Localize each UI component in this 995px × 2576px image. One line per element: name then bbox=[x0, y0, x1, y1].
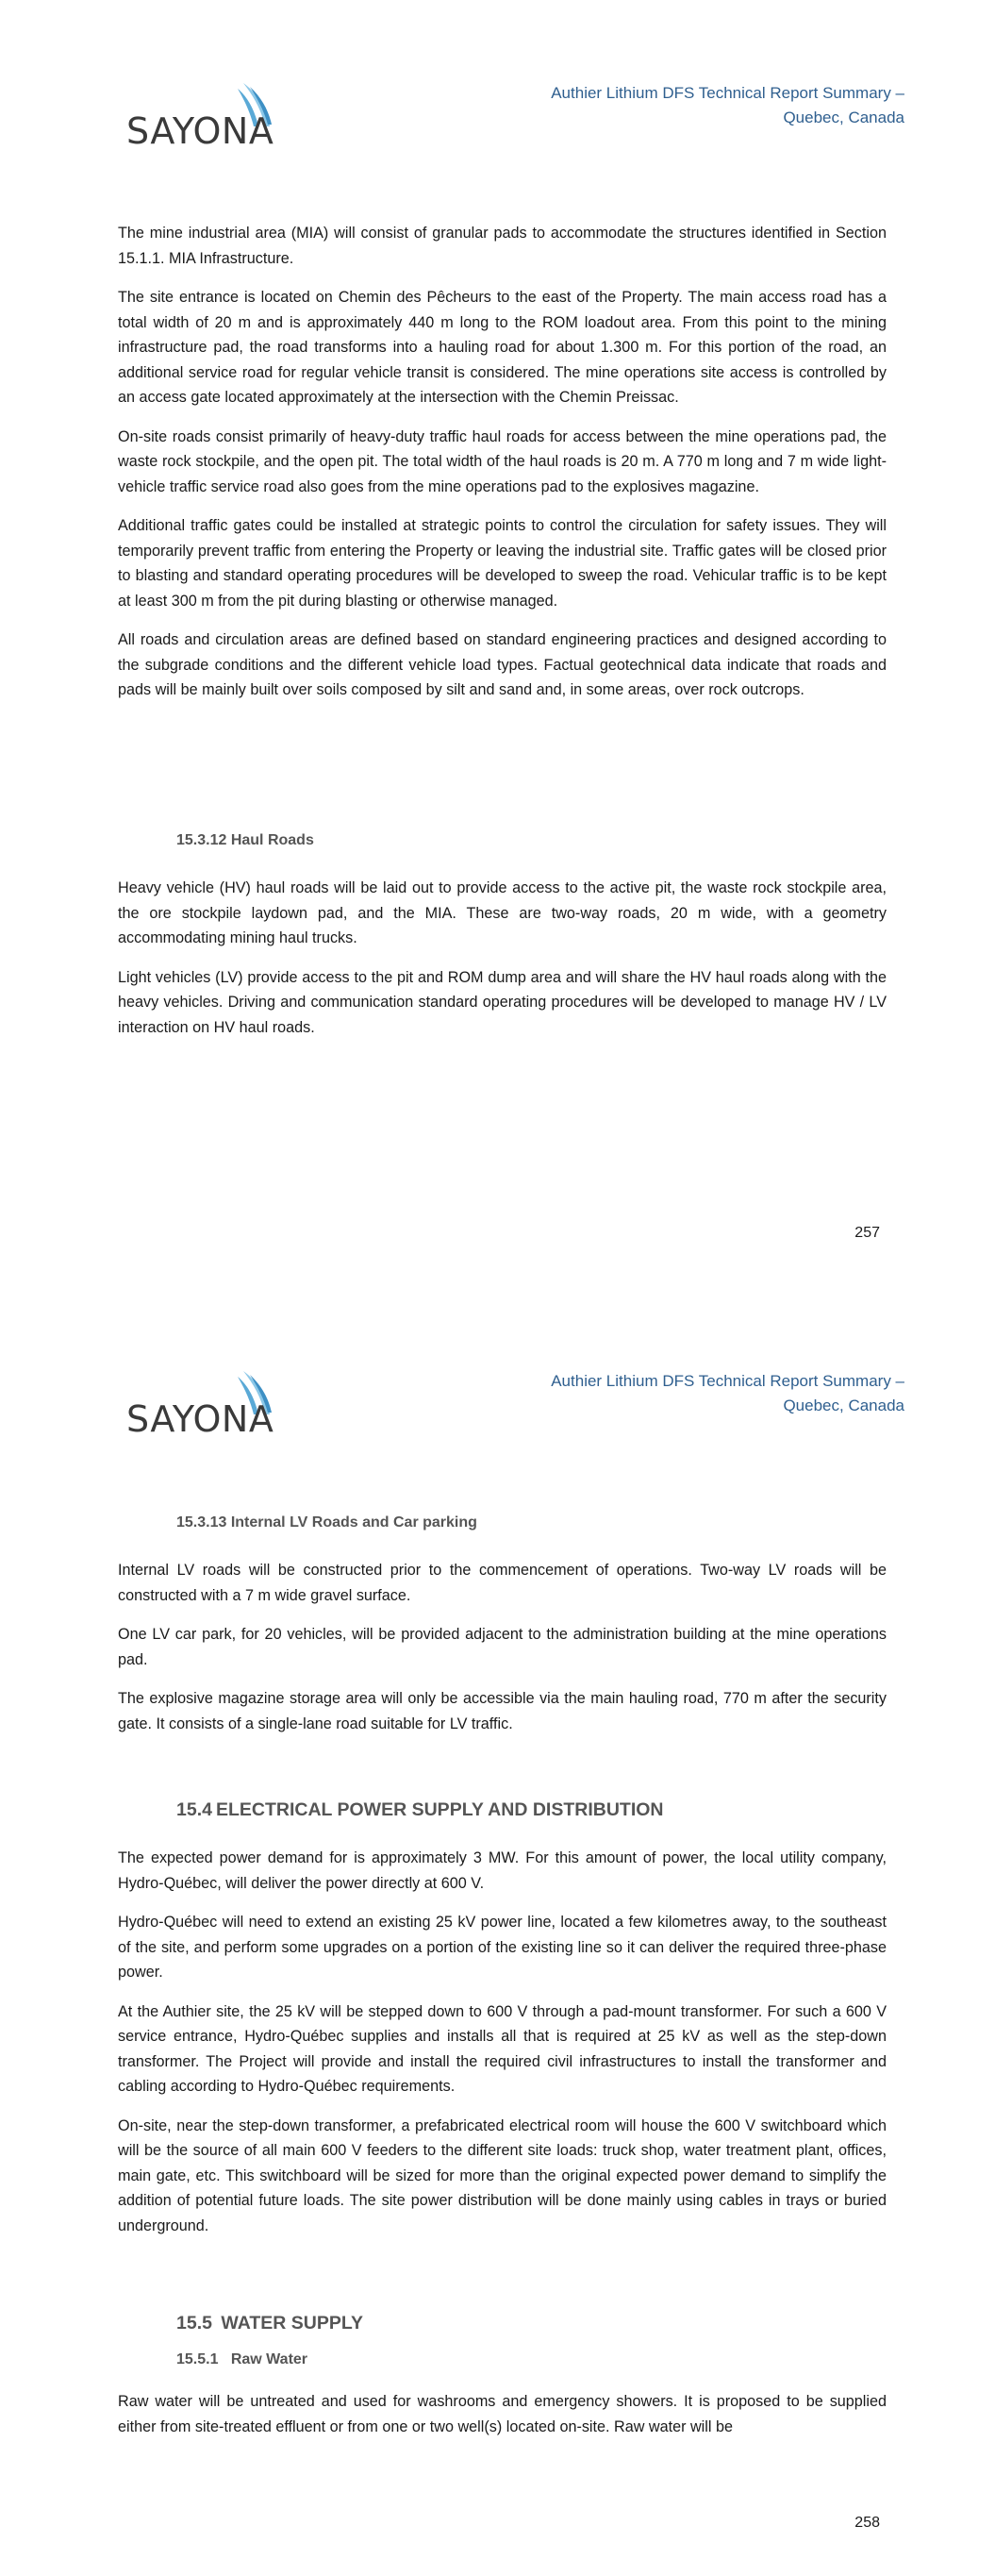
header-title-line1: Authier Lithium DFS Technical Report Summary – bbox=[551, 84, 904, 102]
section-heading-electrical-power bbox=[176, 1799, 887, 1821]
section-number: 15.4 bbox=[176, 1799, 212, 1820]
page-number: 257 bbox=[854, 1225, 880, 1241]
paragraph: Additional traffic gates could be installed at strategic points to control the circulation for safety issues. They will temporarily prevent traffic from entering the Property or leaving the industrial site. Traffic gates will be closed prior to blasting and standard operating procedures will be developed to sweep the road. Vehicular traffic is to be kept at least 300 m from the pit during blasting or otherwise managed. bbox=[118, 517, 887, 610]
paragraph: Hydro-Québec will need to extend an existing 25 kV power line, located a few kilometres away, to the southeast of the site, and perform some upgrades on a portion of the existing line so it can deliver the required three-phase power. bbox=[118, 1914, 887, 1981]
section-heading-haul-roads: 15.3.12 Haul Roads bbox=[176, 832, 314, 848]
paragraph: At the Authier site, the 25 kV will be stepped down to 600 V through a pad-mount transformer. For such a 600 V service entrance, Hydro-Québec supplies and installs all that is required at 25 kV as well as the step-down transformer. The Project will provide and install the required civil infrastructures to install the transformer and cabling according to Hydro-Québec requirements. bbox=[118, 2002, 887, 2095]
paragraph: The expected power demand for is approximately 3 MW. For this amount of power, the local utility company, Hydro-Québec, will deliver the power directly at 600 V. bbox=[118, 1849, 887, 1892]
section-internal-lv-roads bbox=[118, 1514, 887, 1750]
report-header-title bbox=[489, 81, 904, 130]
document-page-258 bbox=[0, 1288, 995, 2576]
paragraph: On-site, near the step-down transformer, a prefabricated electrical room will house the 600 V switchboard which will be the source of all main 600 V feeders to the different site loads: truck shop, water treatment plant, offices, main gate, etc. This switchboard will be sized for more than the original expected power demand to simplify the addition of potential future loads. The site power distribution will be done mainly using cables in trays or buried underground. bbox=[118, 2116, 887, 2234]
paragraph: On-site roads consist primarily of heavy-duty traffic haul roads for access between the mine operations pad, the waste rock stockpile, and the open pit. The total width of the haul roads is 20 m. A 770 m long and 7 m wide light-vehicle traffic service road also goes from the mine operations pad to the explosives magazine. bbox=[118, 427, 887, 495]
svg-text:SAYONA: SAYONA bbox=[126, 110, 274, 152]
section-heading-water-supply bbox=[176, 2313, 887, 2334]
section-number: 15.5 bbox=[176, 2313, 212, 2333]
section-electrical-power bbox=[118, 1799, 887, 2252]
paragraph: One LV car park, for 20 vehicles, will be provided adjacent to the administration building at the mine operations pad. bbox=[118, 1626, 887, 1668]
paragraph: Raw water will be untreated and used for washrooms and emergency showers. It is proposed to be supplied either from site-treated effluent or from one or two well(s) located on-site. Raw water will be bbox=[118, 2393, 887, 2435]
sayona-logo bbox=[124, 77, 294, 153]
paragraph: All roads and circulation areas are defined based on standard engineering practices and designed according to the subgrade conditions and the different vehicle load types. Factual geotechnical data indicate that roads and pads will be mainly built over soils composed by silt and sand and, in some areas, over rock outcrops. bbox=[118, 631, 887, 698]
paragraph: Light vehicles (LV) provide access to the pit and ROM dump area and will share the HV haul roads along with the heavy vehicles. Driving and communication standard operating procedures will be developed to manage HV / LV interaction on HV haul roads. bbox=[118, 968, 887, 1036]
paragraph: The mine industrial area (MIA) will consist of granular pads to accommodate the structures identified in Section 15.1.1. MIA Infrastructure. bbox=[118, 225, 887, 267]
paragraph: Heavy vehicle (HV) haul roads will be laid out to provide access to the active pit, the waste rock stockpile area, the ore stockpile laydown pad, and the MIA. These are two-way roads, 20 m wide, with a geometry accommodating mining haul trucks. bbox=[118, 879, 887, 946]
page-number: 258 bbox=[854, 2515, 880, 2531]
sayona-logo bbox=[124, 1365, 294, 1441]
paragraph: The site entrance is located on Chemin des Pêcheurs to the east of the Property. The main access road has a total width of 20 m and is approximately 440 m long to the ROM loadout area. From this point to the mining infrastructure pad, the road transforms into a hauling road for about 1.300 m. For this portion of the road, an additional service road for regular vehicle transit is considered. The mine operations site access is controlled by an access gate located approximately at the intersection with the Chemin Preissac. bbox=[118, 289, 887, 406]
header-title-line2: Quebec, Canada bbox=[783, 109, 904, 126]
sayona-logo-graphic bbox=[124, 1365, 294, 1441]
header-title-line2: Quebec, Canada bbox=[783, 1397, 904, 1414]
section-water-supply bbox=[118, 2313, 887, 2453]
paragraph: Internal LV roads will be constructed prior to the commencement of operations. Two-way LV roads will be constructed with a 7 m wide gravel surface. bbox=[118, 1562, 887, 1604]
section-heading-internal-lv-roads: 15.3.13 Internal LV Roads and Car parking bbox=[176, 1514, 477, 1531]
paragraph: The explosive magazine storage area will only be accessible via the main hauling road, 770 m after the security gate. It consists of a single-lane road suitable for LV traffic. bbox=[118, 1690, 887, 1732]
header-title-line1: Authier Lithium DFS Technical Report Summary – bbox=[551, 1372, 904, 1390]
page1-body bbox=[118, 221, 887, 717]
subsection-heading-raw-water: 15.5.1 Raw Water bbox=[176, 2351, 308, 2367]
section-title: WATER SUPPLY bbox=[221, 2313, 363, 2333]
section-haul-roads bbox=[118, 832, 887, 1054]
svg-text:SAYONA: SAYONA bbox=[126, 1398, 274, 1440]
section-title: ELECTRICAL POWER SUPPLY AND DISTRIBUTION bbox=[215, 1799, 664, 1820]
report-header-title bbox=[489, 1369, 904, 1418]
sayona-logo-graphic bbox=[124, 77, 294, 153]
